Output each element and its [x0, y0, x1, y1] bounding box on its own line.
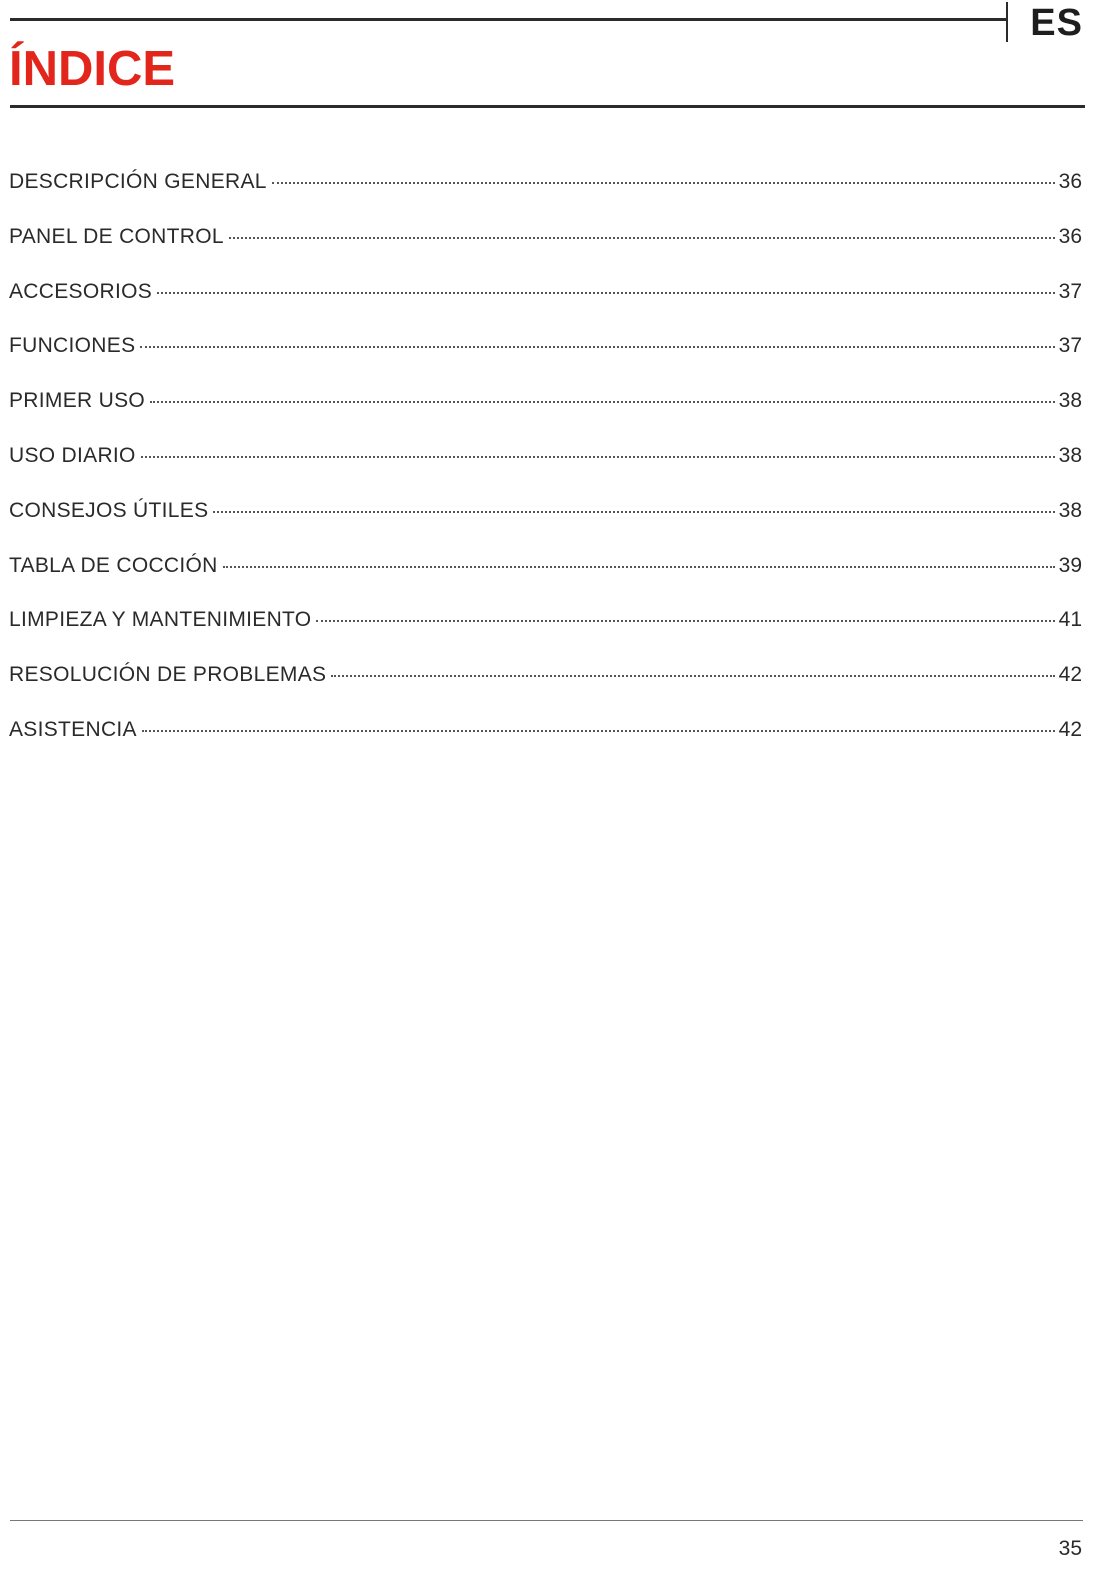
toc-entry-page: 37 [1058, 334, 1082, 358]
toc-dot-leader [140, 346, 1054, 348]
toc-entry-descripcion-general[interactable] [9, 170, 1082, 225]
header-divider-tick [1006, 2, 1008, 42]
toc-entry-page: 41 [1058, 608, 1082, 632]
toc-entry-label: PRIMER USO [9, 389, 146, 413]
toc-dot-leader [141, 456, 1055, 458]
toc-entry-accesorios[interactable] [9, 280, 1082, 335]
toc-dot-leader [316, 620, 1054, 622]
title-rule [10, 105, 1085, 108]
page-title: ÍNDICE [9, 42, 176, 96]
toc-entry-page: 42 [1058, 717, 1082, 741]
toc-entry-page: 39 [1058, 553, 1082, 577]
toc-dot-leader [213, 511, 1054, 513]
toc-entry-funciones[interactable] [9, 334, 1082, 389]
toc-entry-label: PANEL DE CONTROL [9, 224, 224, 248]
language-code: ES [1030, 2, 1083, 44]
toc-entry-page: 37 [1058, 279, 1082, 303]
toc-entry-label: DESCRIPCIÓN GENERAL [9, 170, 267, 193]
toc-entry-label: USO DIARIO [9, 443, 136, 467]
toc-entry-label: LIMPIEZA Y MANTENIMIENTO [9, 608, 312, 632]
toc-entry-label: CONSEJOS ÚTILES [9, 498, 209, 522]
toc-entry-page: 38 [1058, 443, 1082, 467]
toc-entry-page: 38 [1058, 389, 1082, 413]
toc-entry-primer-uso[interactable] [9, 389, 1082, 444]
toc-entry-page: 38 [1058, 498, 1082, 522]
footer-rule [10, 1520, 1083, 1521]
toc-dot-leader [150, 401, 1055, 403]
toc-entry-label: FUNCIONES [9, 334, 136, 358]
toc-entry-label: ACCESORIOS [9, 279, 153, 303]
toc-entry-page: 42 [1058, 663, 1082, 687]
toc-dot-leader [229, 237, 1055, 239]
header-top-rule [10, 18, 1008, 21]
toc-entry-asistencia[interactable] [9, 718, 1082, 773]
toc-dot-leader [272, 182, 1055, 184]
toc-entry-label: ASISTENCIA [9, 717, 137, 741]
toc-entry-uso-diario[interactable] [9, 444, 1082, 499]
toc-entry-label: TABLA DE COCCIÓN [9, 553, 218, 577]
toc-dot-leader [331, 675, 1054, 677]
toc-entry-consejos-utiles[interactable] [9, 499, 1082, 554]
toc-entry-page: 36 [1058, 224, 1082, 248]
toc-dot-leader [157, 292, 1055, 294]
toc-dot-leader [142, 730, 1055, 732]
toc-entry-limpieza-y-mantenimiento[interactable] [9, 608, 1082, 663]
table-of-contents [9, 170, 1082, 773]
toc-entry-resolucion-de-problemas[interactable] [9, 663, 1082, 718]
toc-entry-tabla-de-coccion[interactable] [9, 554, 1082, 609]
toc-entry-panel-de-control[interactable] [9, 225, 1082, 280]
toc-entry-label: RESOLUCIÓN DE PROBLEMAS [9, 663, 327, 687]
toc-entry-page: 36 [1058, 170, 1082, 193]
toc-dot-leader [223, 566, 1055, 568]
page-number: 35 [1058, 1537, 1082, 1560]
